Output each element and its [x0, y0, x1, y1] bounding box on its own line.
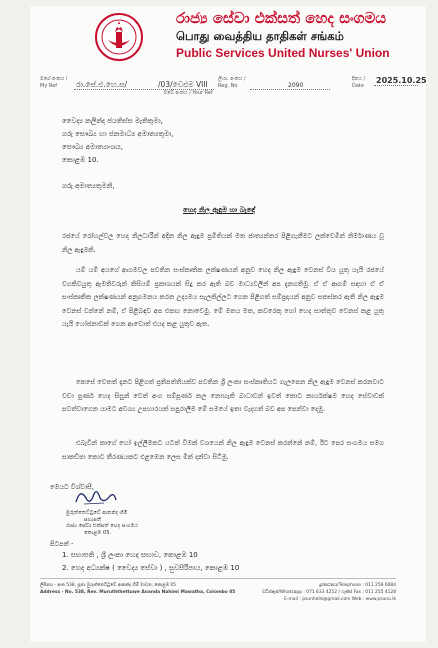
my-ref-label: මගේ අංකය / My Ref [40, 76, 68, 89]
union-name-tamil: பொது வைத்திய தாதிகள் சங்கம் [176, 29, 344, 43]
your-ref-label: ඔබේ අංකය / Your Ref [163, 90, 213, 96]
recipient-line-4: කොළඹ 10. [62, 156, 99, 164]
recipient-line-2: ගරු සෞඛ්‍ය හා ජනමාධ්‍ය අමාත්‍යතුමා, [62, 130, 174, 138]
date-line [374, 85, 418, 86]
paragraph-2-text: යම් යම් අයගේ ආගමවල පවතින සංස්කෘතික ලක්ෂණයන් අනුව හෙද නිල ඇඳුම වෙනස් විය යුතු යැයි රජයේ වගකිවයුතු ඇමතිවරුන් කිසියම් ප්‍රකාශයක් සිදු කර ඇති බව මාධ්‍යවලින් අප දැනගතිමු. ඒ ඒ ආගම් සඳහා ඒ ඒ සංස්කෘතික ලක්ෂණයන් අනුගමනය කරන උද්‍යමය සැලකිල්ලට ගෙන පිළිගත් සම්ප්‍රදායන් අනුව සකස්කර ඇති නිල ඇඳුම වෙනස් වන්නේ නම්, ඒ පිළිබඳව අප එකඟ නොවෙමු. මේ මතය මත, කවරෙකු හෝ හෙද සාත්තුව වෙනස් කළ යුතු යැයි යෝජනාවක් ගෙන ආවොත් එයද කළ යුතුව ඇත. [62, 266, 384, 328]
footer-address-sinhala: ලිපිනය - අංක 538, පූජ්‍ය මුරුත්තෙට්ටුවේ ආනන්ද හිමි මාවත, කොළඹ 05 [40, 583, 176, 588]
copy-item-2: 2. හෙද අධ්‍යක්ෂ ( වෛද්‍ය සේවා ) , සුවසිරිපාය, කොළඹ 10 [62, 564, 240, 572]
date-label: දිනය / Date [352, 76, 366, 89]
reg-value: 2090 [288, 82, 304, 89]
paragraph-1 [62, 230, 384, 257]
copy-item-1: 1. සභාපති , ශ්‍රී ලංකා හෙද සභාව, කොළඹ 10 [62, 551, 198, 559]
closing-line: මෙයට විශ්වාසී, [50, 483, 95, 491]
paragraph-2 [62, 264, 384, 332]
letter-footer [40, 578, 396, 602]
union-name-sinhala: රාජ්‍ය සේවා එක්සත් හෙද සංගමය [176, 9, 387, 27]
salutation: ගරු අමාත්‍යතුමනි, [62, 182, 115, 190]
union-logo-icon [94, 12, 144, 62]
paragraph-3 [62, 376, 384, 417]
paragraph-3-text: කෙසේ වෙතත් දැනට පිළිගත් ප්‍රතිපත්තියක්ව පවතින ශ්‍රී ලංකා සංස්කෘතියට ගැලපෙන නිල ඇඳුම වෙනස් කරනවාට වඩා පුර්ණ හෙද සිසුන් වෙත් අංග සම්පූර්ණ කල ‍නොහැකි බාධාවන් ඉවත් කොට කාර්යක්ෂම හෙද සේවාවක් පවත්වාගෙන යාමට අවශ්‍ය උපහාරයක් සපුරාලීම මේ සමයේ ඉතා වැදගත් බව අප පෙන්වා දෙමු. [62, 378, 384, 413]
paragraph-4 [62, 437, 384, 464]
signer-title: සභාපති [84, 516, 102, 523]
signer-block [66, 510, 138, 536]
date-value: 2025.10.25 [376, 76, 427, 85]
signature-icon [70, 484, 120, 510]
reg-line [250, 89, 330, 90]
paragraph-1-text: රජයේ රෝහල්වල හෙද නිලධාරීන් අදින නිල ඇඳුම ප්‍රමිතියක් මත ජාත්‍යන්තර පිළිගැනීමට ලක්වෙමින් නිර්මාණය වූ නිල ඇඳුමකි. [62, 232, 384, 254]
signer-city: කොළඹ 05. [84, 529, 112, 536]
reference-row [40, 74, 427, 102]
footer-telephone: දුරකථනය/Telephone : 011 259 6084 [319, 583, 396, 588]
recipient-line-3: සෞඛ්‍ය අමාත්‍යාංශය, [62, 143, 123, 151]
my-ref-tail: /03/වෙළුම VIII [158, 80, 208, 89]
footer-email: E-mail : psunhells@gmail.com Web : www.psunu.lk [284, 597, 396, 602]
my-ref-value: රා.සේ.එ.හෙ.ස/ [76, 80, 128, 89]
signer-name: මුරුත්තෙට්ටුවේ ආනන්ද හිමි [66, 510, 128, 516]
letter-subject: හෙද නිල ඇඳුම හා බැඳේ [183, 206, 255, 214]
union-name-english: Public Services United Nurses' Union [176, 46, 390, 60]
footer-address-english: Address - No. 538, Rev. Muruththettuwe Ananda Nahimi Mawatha, Colombo 05 [40, 590, 236, 595]
footer-whatsapp: වට්ස්ඇප්/Whatsapp : 071 633 4252 / ෆැක්ස් Fax : 011 255 4128 [262, 590, 396, 595]
reg-label: ලියා. අංකය / Reg. No [218, 76, 246, 89]
paragraph-4-text: එබැවින් කාගේ හෝ ඉල්ලීමකට යටත් වීමක් වශයෙන් නිල ඇඳුම වෙනස් කරන්නේ නම්, ඊට පෙර සංගමය සමග සාකච්ඡා කොට තීරණයකට එළඹෙන ලෙස මින් දන්වා සිටිමු. [62, 439, 384, 461]
signer-org: රාජ්‍ය සේවා එක්සත් හෙද සංගමය [66, 523, 139, 529]
recipient-line-1: වෛද්‍ය නලින්ද ජයතිස්ස මැතිතුමා, [62, 117, 163, 125]
copies-label: පිටපත් - [50, 540, 74, 548]
